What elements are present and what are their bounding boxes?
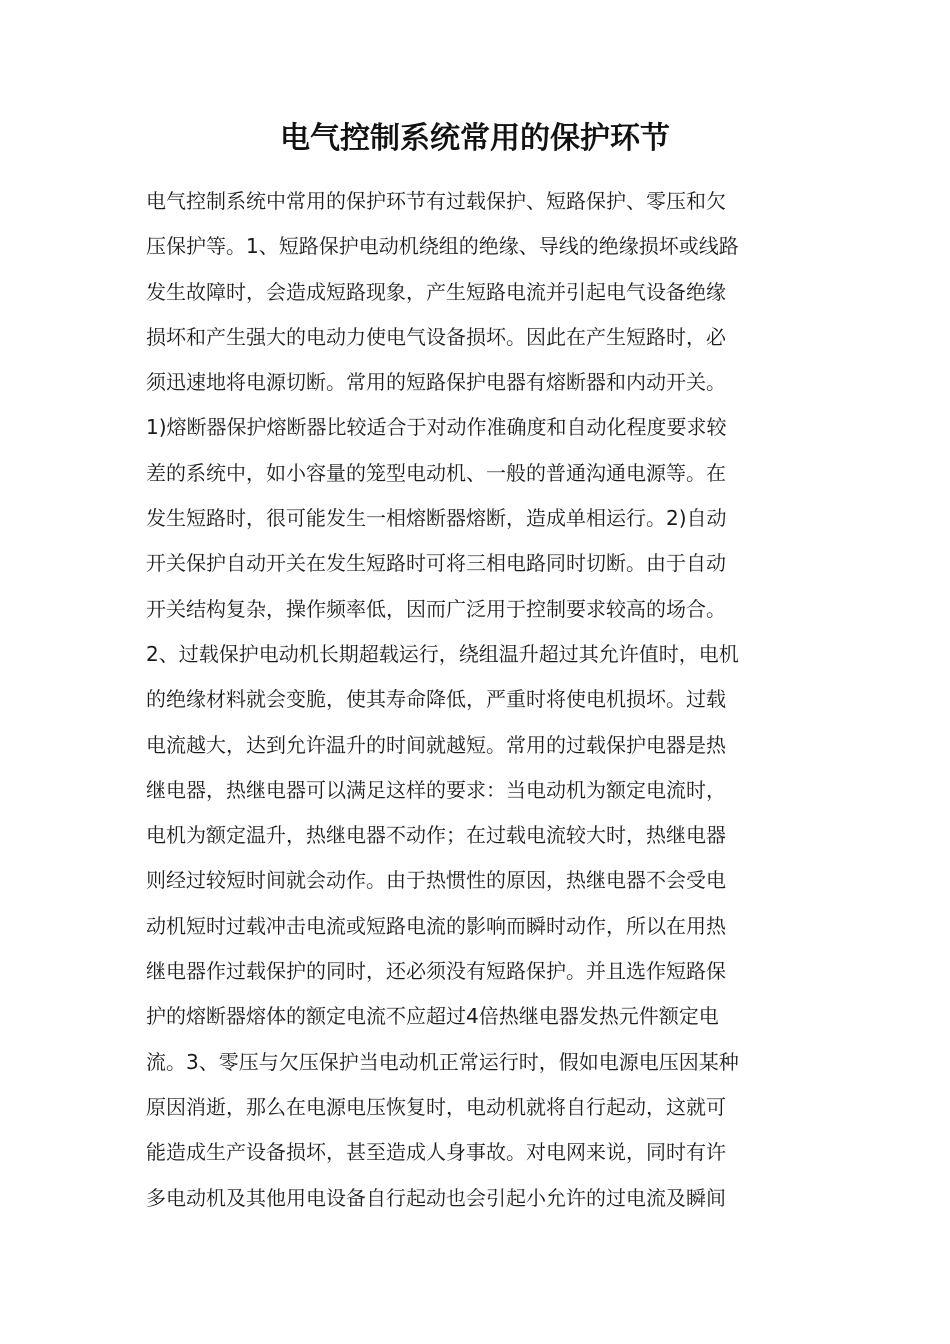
document-title: 电气控制系统常用的保护环节 xyxy=(280,121,670,156)
body-line: 差的系统中，如小容量的笼型电动机、一般的普通沟通电源等。在 xyxy=(146,460,726,485)
document-body xyxy=(146,179,816,1221)
body-line: 2、过载保护电动机长期超载运行，绕组温升超过其允许值时，电机 xyxy=(146,641,739,666)
body-line: 多电动机及其他用电设备自行起动也会引起小允许的过电流及瞬间 xyxy=(146,1185,726,1210)
body-line: 电流越大，达到允许温升的时间就越短。常用的过载保护电器是热 xyxy=(146,732,726,757)
body-line: 继电器，热继电器可以满足这样的要求：当电动机为额定电流时， xyxy=(146,777,726,802)
body-line: 护的熔断器熔体的额定电流不应超过4倍热继电器发热元件额定电 xyxy=(146,1004,719,1029)
body-line: 开关结构复杂，操作频率低，因而广泛用于控制要求较高的场合。 xyxy=(146,596,726,621)
body-line: 发生故障时，会造成短路现象，产生短路电流并引起电气设备绝缘 xyxy=(146,279,726,304)
body-line: 的绝缘材料就会变脆，使其寿命降低，严重时将使电机损坏。过载 xyxy=(146,687,726,712)
body-line: 原因消逝，那么在电源电压恢复时，电动机就将自行起动，这就可 xyxy=(146,1094,726,1119)
body-line: 电气控制系统中常用的保护环节有过载保护、短路保护、零压和欠 xyxy=(146,189,726,213)
body-line: 1)熔断器保护熔断器比较适合于对动作准确度和自动化程度要求较 xyxy=(146,415,727,440)
body-line: 损坏和产生强大的电动力使电气设备损坏。因此在产生短路时，必 xyxy=(146,324,726,349)
body-line: 继电器作过载保护的同时，还必须没有短路保护。并且选作短路保 xyxy=(146,959,726,984)
body-line: 则经过较短时间就会动作。由于热惯性的原因，热继电器不会受电 xyxy=(146,868,726,893)
body-line: 动机短时过载冲击电流或短路电流的影响而瞬时动作，所以在用热 xyxy=(146,913,726,938)
body-line: 压保护等。1、短路保护电动机绕组的绝缘、导线的绝缘损坏或线路 xyxy=(146,234,739,259)
body-line: 发生短路时，很可能发生一相熔断器熔断，造成单相运行。2)自动 xyxy=(146,506,727,531)
body-line: 能造成生产设备损坏，甚至造成人身事故。对电网来说，同时有许 xyxy=(146,1140,726,1165)
body-line: 电机为额定温升，热继电器不动作；在过载电流较大时，热继电器 xyxy=(146,823,726,848)
body-line: 须迅速地将电源切断。常用的短路保护电器有熔断器和内动开关。 xyxy=(146,370,726,395)
body-line: 流。3、零压与欠压保护当电动机正常运行时，假如电源电压因某种 xyxy=(146,1049,739,1074)
body-line: 开关保护自动开关在发生短路时可将三相电路同时切断。由于自动 xyxy=(146,551,726,576)
